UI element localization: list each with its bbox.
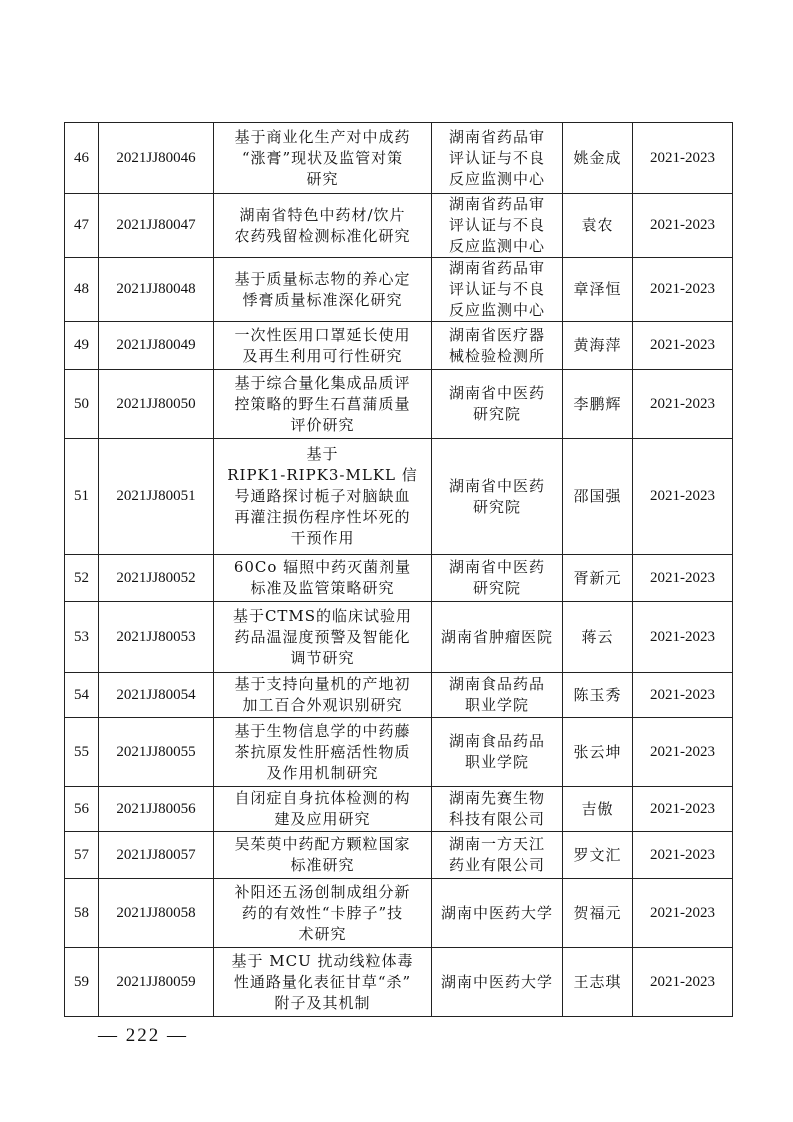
table-row bbox=[65, 322, 733, 370]
project-title-line: 号通路探讨栀子对脑缺血 bbox=[234, 487, 411, 505]
project-title-line: 及再生利用可行性研究 bbox=[242, 346, 403, 365]
project-title-line: 吴茱萸中药配方颗粒国家 bbox=[234, 835, 411, 853]
organization bbox=[432, 439, 563, 555]
organization bbox=[432, 370, 563, 439]
table-row bbox=[65, 948, 733, 1017]
project-code: 2021JJ80054 bbox=[99, 673, 214, 718]
organization-line: 评认证与不良 bbox=[448, 216, 545, 234]
project-code: 2021JJ80053 bbox=[99, 602, 214, 673]
row-number: 52 bbox=[65, 555, 99, 602]
project-title bbox=[214, 673, 432, 718]
organization bbox=[432, 673, 563, 718]
organization bbox=[432, 123, 563, 194]
row-number: 47 bbox=[65, 194, 99, 258]
project-table bbox=[64, 122, 733, 1017]
project-title-line: 基于生物信息学的中药藤 bbox=[234, 721, 411, 740]
organization bbox=[432, 555, 563, 602]
project-title-line: 补阳还五汤创制成组分新 bbox=[234, 882, 411, 901]
project-code: 2021JJ80052 bbox=[99, 555, 214, 602]
organization-line: 反应监测中心 bbox=[448, 237, 545, 255]
table-row bbox=[65, 258, 733, 322]
organization-line: 湖南食品药品 bbox=[448, 732, 545, 750]
organization-line: 研究院 bbox=[472, 405, 521, 423]
project-period: 2021-2023 bbox=[633, 787, 733, 832]
row-number: 53 bbox=[65, 602, 99, 673]
project-code: 2021JJ80055 bbox=[99, 718, 214, 787]
organization-line: 评认证与不良 bbox=[448, 280, 545, 298]
organization-line: 职业学院 bbox=[464, 696, 529, 714]
project-period: 2021-2023 bbox=[633, 602, 733, 673]
organization-line: 湖南省中医药 bbox=[448, 558, 545, 576]
principal-name: 邵国强 bbox=[563, 439, 633, 555]
table-row bbox=[65, 673, 733, 718]
organization-line: 职业学院 bbox=[464, 753, 529, 771]
project-title-line: 湖南省特色中药材/饮片 bbox=[239, 205, 406, 224]
project-title-line: 控策略的野生石菖蒲质量 bbox=[234, 394, 411, 413]
row-number: 51 bbox=[65, 439, 99, 555]
organization bbox=[432, 948, 563, 1017]
organization-line: 湖南一方天江 bbox=[448, 835, 545, 853]
row-number: 55 bbox=[65, 718, 99, 787]
principal-name: 张云坤 bbox=[563, 718, 633, 787]
principal-name: 罗文汇 bbox=[563, 832, 633, 879]
project-title-line: 性通路量化表征甘草“杀” bbox=[233, 972, 412, 991]
project-title bbox=[214, 602, 432, 673]
project-title-line: 一次性医用口罩延长使用 bbox=[234, 325, 411, 344]
project-period: 2021-2023 bbox=[633, 832, 733, 879]
principal-name: 陈玉秀 bbox=[563, 673, 633, 718]
project-title-line: 基于 MCU 扰动线粒体毒 bbox=[231, 951, 414, 970]
project-title-line: 基于CTMS的临床试验用 bbox=[232, 606, 413, 625]
project-title-line: 评价研究 bbox=[290, 415, 355, 434]
row-number: 54 bbox=[65, 673, 99, 718]
project-period: 2021-2023 bbox=[633, 322, 733, 370]
principal-name: 吉傲 bbox=[563, 787, 633, 832]
table-row bbox=[65, 194, 733, 258]
project-title bbox=[214, 832, 432, 879]
principal-name: 章泽恒 bbox=[563, 258, 633, 322]
table-row bbox=[65, 718, 733, 787]
project-title bbox=[214, 258, 432, 322]
organization-line: 反应监测中心 bbox=[448, 169, 545, 188]
project-title-line: 及作用机制研究 bbox=[266, 763, 379, 782]
project-title bbox=[214, 555, 432, 602]
project-period: 2021-2023 bbox=[633, 123, 733, 194]
row-number: 46 bbox=[65, 123, 99, 194]
principal-name: 黄海萍 bbox=[563, 322, 633, 370]
project-code: 2021JJ80059 bbox=[99, 948, 214, 1017]
principal-name: 李鹏辉 bbox=[563, 370, 633, 439]
project-period: 2021-2023 bbox=[633, 555, 733, 602]
project-title-line: 再灌注损伤程序性坏死的 bbox=[234, 508, 411, 526]
project-title bbox=[214, 948, 432, 1017]
principal-name: 袁农 bbox=[563, 194, 633, 258]
project-title-line: 术研究 bbox=[298, 924, 347, 943]
project-code: 2021JJ80046 bbox=[99, 123, 214, 194]
project-title-line: 干预作用 bbox=[290, 529, 355, 547]
project-title-line: 悸膏质量标准深化研究 bbox=[242, 290, 403, 309]
project-title-line: 附子及其机制 bbox=[274, 993, 371, 1012]
table-row bbox=[65, 602, 733, 673]
principal-name: 胥新元 bbox=[563, 555, 633, 602]
project-title bbox=[214, 370, 432, 439]
project-title bbox=[214, 879, 432, 948]
project-title-line: 基于 bbox=[306, 445, 339, 463]
organization bbox=[432, 787, 563, 832]
project-code: 2021JJ80047 bbox=[99, 194, 214, 258]
organization-line: 湖南省肿瘤医院 bbox=[440, 627, 553, 646]
principal-name: 贺福元 bbox=[563, 879, 633, 948]
project-period: 2021-2023 bbox=[633, 718, 733, 787]
organization-line: 湖南省药品审 bbox=[448, 195, 545, 213]
organization-line: 湖南中医药大学 bbox=[440, 972, 553, 991]
organization-line: 湖南省医疗器 bbox=[448, 325, 545, 344]
table-row bbox=[65, 879, 733, 948]
project-title-line: 加工百合外观识别研究 bbox=[242, 696, 403, 714]
row-number: 58 bbox=[65, 879, 99, 948]
project-title-line: 农药残留检测标准化研究 bbox=[234, 226, 411, 245]
organization bbox=[432, 832, 563, 879]
organization-line: 湖南省中医药 bbox=[448, 384, 545, 402]
organization bbox=[432, 258, 563, 322]
organization-line: 药业有限公司 bbox=[448, 856, 545, 874]
organization-line: 科技有限公司 bbox=[448, 810, 545, 828]
row-number: 59 bbox=[65, 948, 99, 1017]
table-row bbox=[65, 555, 733, 602]
project-title-line: RIPK1-RIPK3-MLKL 信 bbox=[227, 466, 418, 484]
organization bbox=[432, 879, 563, 948]
project-period: 2021-2023 bbox=[633, 673, 733, 718]
organization-line: 械检验检测所 bbox=[448, 346, 545, 365]
organization-line: 湖南食品药品 bbox=[448, 675, 545, 693]
organization bbox=[432, 602, 563, 673]
organization-line: 湖南省中医药 bbox=[448, 476, 545, 495]
project-code: 2021JJ80050 bbox=[99, 370, 214, 439]
project-period: 2021-2023 bbox=[633, 948, 733, 1017]
page-number: — 222 — bbox=[98, 1025, 188, 1046]
organization-line: 湖南省药品审 bbox=[448, 127, 545, 146]
project-title-line: 60Co 辐照中药灭菌剂量 bbox=[233, 558, 412, 576]
project-code: 2021JJ80051 bbox=[99, 439, 214, 555]
project-code: 2021JJ80048 bbox=[99, 258, 214, 322]
project-title-line: 药的有效性“卡脖子”技 bbox=[241, 903, 404, 922]
organization-line: 研究院 bbox=[472, 497, 521, 516]
project-title-line: 调节研究 bbox=[290, 648, 355, 667]
project-period: 2021-2023 bbox=[633, 370, 733, 439]
principal-name: 蒋云 bbox=[563, 602, 633, 673]
table-row bbox=[65, 439, 733, 555]
project-code: 2021JJ80058 bbox=[99, 879, 214, 948]
project-title-line: 茶抗原发性肝癌活性物质 bbox=[234, 742, 411, 761]
organization-line: 反应监测中心 bbox=[448, 301, 545, 319]
project-title bbox=[214, 194, 432, 258]
organization bbox=[432, 194, 563, 258]
project-period: 2021-2023 bbox=[633, 258, 733, 322]
table-body bbox=[65, 123, 733, 1017]
project-period: 2021-2023 bbox=[633, 439, 733, 555]
table-row bbox=[65, 370, 733, 439]
project-title-line: 基于质量标志物的养心定 bbox=[234, 269, 411, 288]
project-title bbox=[214, 322, 432, 370]
organization-line: 研究院 bbox=[472, 579, 521, 597]
project-code: 2021JJ80049 bbox=[99, 322, 214, 370]
project-title bbox=[214, 123, 432, 194]
project-title-line: 建及应用研究 bbox=[274, 810, 371, 828]
project-title-line: 基于支持向量机的产地初 bbox=[234, 675, 411, 693]
project-title-line: “涨膏”现状及监管对策 bbox=[241, 148, 404, 167]
organization-line: 湖南省药品审 bbox=[448, 259, 545, 277]
project-period: 2021-2023 bbox=[633, 879, 733, 948]
project-title-line: 标准研究 bbox=[290, 856, 355, 874]
principal-name: 王志琪 bbox=[563, 948, 633, 1017]
table-row bbox=[65, 123, 733, 194]
project-title-line: 基于综合量化集成品质评 bbox=[234, 373, 411, 392]
project-title-line: 研究 bbox=[306, 169, 339, 188]
project-title bbox=[214, 787, 432, 832]
project-code: 2021JJ80056 bbox=[99, 787, 214, 832]
row-number: 57 bbox=[65, 832, 99, 879]
organization bbox=[432, 718, 563, 787]
organization bbox=[432, 322, 563, 370]
table-row bbox=[65, 832, 733, 879]
project-title-line: 药品温湿度预警及智能化 bbox=[234, 627, 411, 646]
project-period: 2021-2023 bbox=[633, 194, 733, 258]
organization-line: 评认证与不良 bbox=[448, 148, 545, 167]
row-number: 50 bbox=[65, 370, 99, 439]
row-number: 56 bbox=[65, 787, 99, 832]
project-title-line: 标准及监管策略研究 bbox=[250, 579, 395, 597]
row-number: 48 bbox=[65, 258, 99, 322]
project-title bbox=[214, 718, 432, 787]
project-code: 2021JJ80057 bbox=[99, 832, 214, 879]
project-title-line: 基于商业化生产对中成药 bbox=[234, 127, 411, 146]
organization-line: 湖南中医药大学 bbox=[440, 903, 553, 922]
organization-line: 湖南先赛生物 bbox=[448, 789, 545, 807]
principal-name: 姚金成 bbox=[563, 123, 633, 194]
project-title bbox=[214, 439, 432, 555]
project-title-line: 自闭症自身抗体检测的构 bbox=[234, 789, 411, 807]
table-row bbox=[65, 787, 733, 832]
row-number: 49 bbox=[65, 322, 99, 370]
